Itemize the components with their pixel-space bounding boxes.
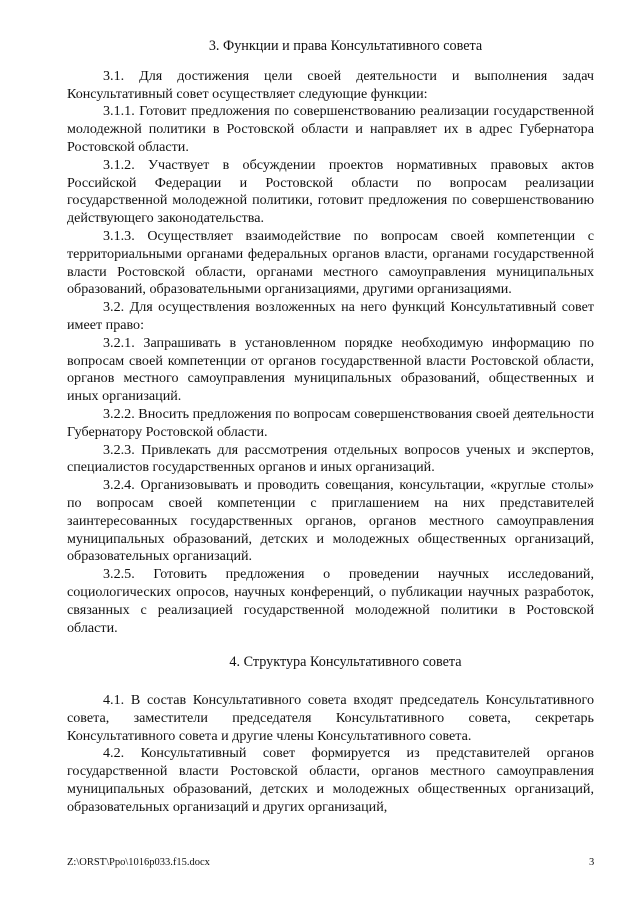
- paragraph-3-2-2: 3.2.2. Вносить предложения по вопросам совершенствования своей деятельности Губернатору Ростовской области.: [67, 405, 594, 440]
- footer-file-path: Z:\ORST\Ppo\1016p033.f15.docx: [67, 857, 210, 868]
- paragraph-3-1-2: 3.1.2. Участвует в обсуждении проектов нормативных правовых актов Российской Федерации и Ростовской области по вопросам реализации государственной молодежной политики, готовит предложения по совершенствованию действующего законодательства.: [67, 156, 594, 227]
- paragraph-3-2-1: 3.2.1. Запрашивать в установленном порядке необходимую информацию по вопросам своей компетенции от органов государственной власти Ростовской области, органов местного самоуправления муниципальных образований, общественных и иных организаций.: [67, 334, 594, 405]
- paragraph-4-2: 4.2. Консультативный совет формируется из представителей органов государственной власти Ростовской области, органов местного самоуправления муниципальных образований, детских и молодежных общественных организаций, образовательных организаций и других организаций,: [67, 745, 594, 815]
- paragraph-3-1-1: 3.1.1. Готовит предложения по совершенствованию реализации государственной молодежной политики в Ростовской области и направляет их в адрес Губернатора Ростовской области.: [67, 103, 594, 155]
- paragraph-3-2: 3.2. Для осуществления возложенных на него функций Консультативный совет имеет право:: [67, 299, 594, 333]
- paragraph-3-2-5: 3.2.5. Готовить предложения о проведении научных исследований, социологических опросов, научных конференций, о публикации научных разработок, связанных с реализацией государственной молодежной политики в Ростовской области.: [67, 566, 594, 636]
- paragraph-3-2-3: 3.2.3. Привлекать для рассмотрения отдельных вопросов ученых и экспертов, специалистов государственных органов и иных организаций.: [67, 441, 594, 476]
- paragraph-4-1: 4.1. В состав Консультативного совета входят председатель Консультативного совета, заместители председателя Консультативного совета, секретарь Консультативного совета и другие члены Консультативного совета.: [67, 692, 594, 744]
- paragraph-3-1: 3.1. Для достижения цели своей деятельности и выполнения задач Консультативный совет осуществляет следующие функции:: [67, 67, 594, 102]
- document-body: [67, 38, 594, 817]
- footer-page-number: 3: [589, 857, 595, 868]
- section-3-title: 3. Функции и права Консультативного совета: [208, 38, 483, 54]
- paragraph-3-1-3: 3.1.3. Осуществляет взаимодействие по вопросам своей компетенции с территориальными органами федеральных органов власти, органами государственной власти Ростовской области, органами местного самоуправления муниципальных образований, образовательными организациями, другими организациями.: [67, 227, 594, 298]
- section-4-title: 4. Структура Консультативного совета: [229, 654, 462, 671]
- paragraph-3-2-4: 3.2.4. Организовывать и проводить совещания, консультации, «круглые столы» по вопросам своей компетенции с приглашением на них представителей заинтересованных государственных органов, органов местного самоуправления муниципальных образований, детских и молодежных общественных организаций, образовательных организаций.: [67, 477, 594, 565]
